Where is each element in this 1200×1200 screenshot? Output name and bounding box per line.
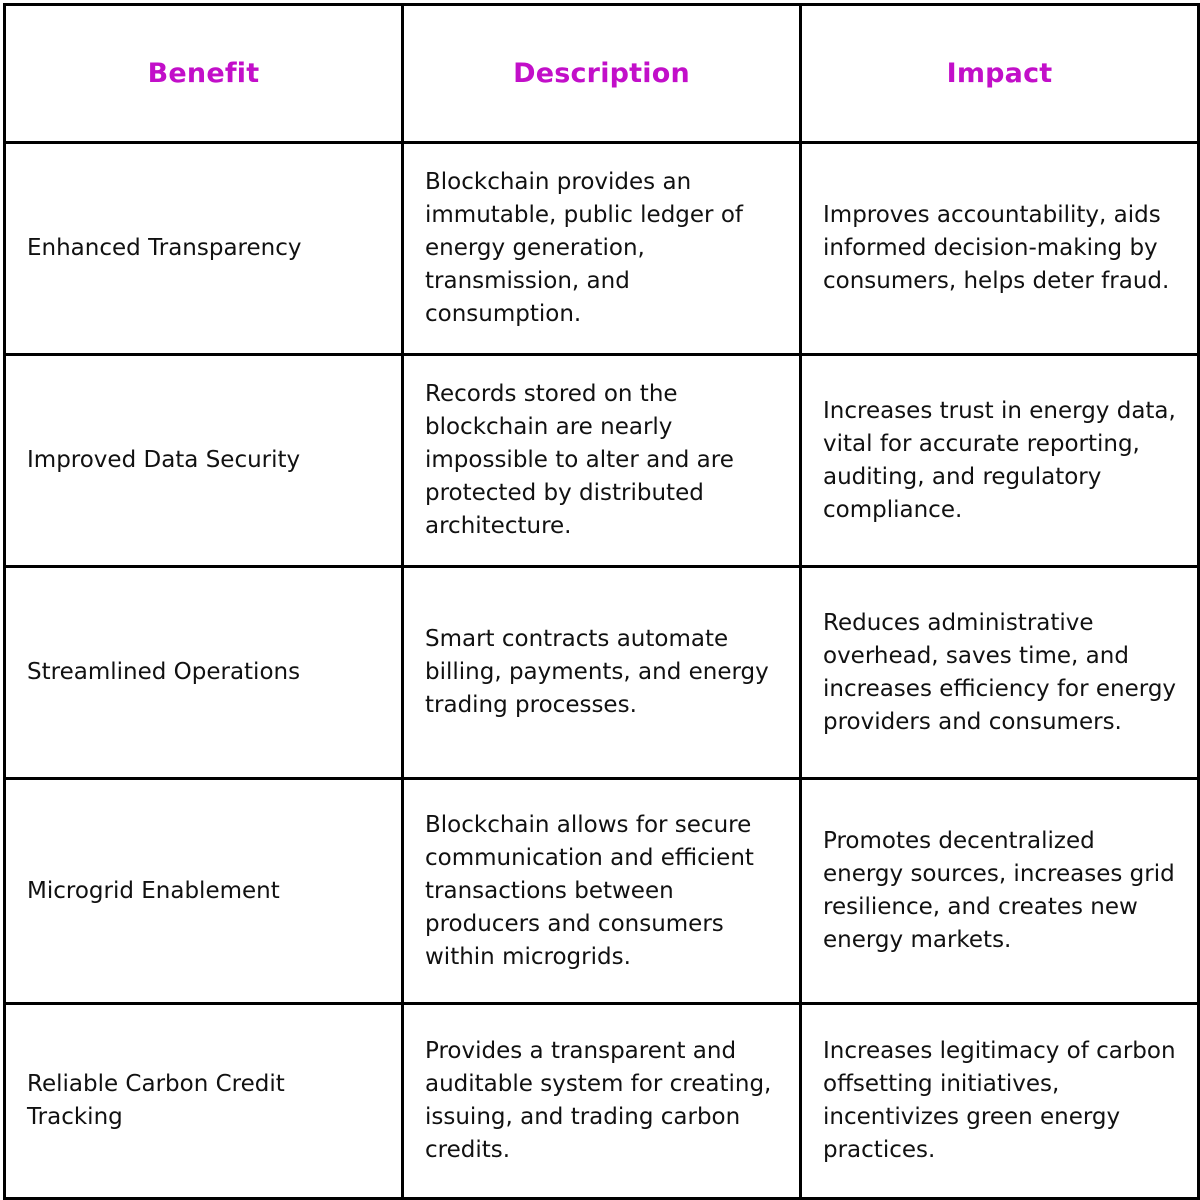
cell-impact: Improves accountability, aids informed decision-making by consumers, helps deter fraud. xyxy=(801,143,1199,355)
cell-description: Blockchain provides an immutable, public ledger of energy generation, transmission, and consumption. xyxy=(403,143,801,355)
cell-description: Provides a transparent and auditable system for creating, issuing, and trading carbon credits. xyxy=(403,1004,801,1199)
table-header-row xyxy=(5,5,1199,143)
table-row xyxy=(5,779,1199,1004)
cell-benefit: Streamlined Operations xyxy=(5,567,403,779)
cell-description: Smart contracts automate billing, payments, and energy trading processes. xyxy=(403,567,801,779)
cell-impact: Increases trust in energy data, vital for accurate reporting, auditing, and regulatory compliance. xyxy=(801,355,1199,567)
cell-description: Blockchain allows for secure communication and efficient transactions between producers and consumers within microgrids. xyxy=(403,779,801,1004)
header-description: Description xyxy=(403,5,801,143)
cell-benefit: Microgrid Enablement xyxy=(5,779,403,1004)
cell-benefit: Reliable Carbon Credit Tracking xyxy=(5,1004,403,1199)
cell-impact: Promotes decentralized energy sources, increases grid resilience, and creates new energy markets. xyxy=(801,779,1199,1004)
cell-benefit: Enhanced Transparency xyxy=(5,143,403,355)
table-row xyxy=(5,355,1199,567)
table-row xyxy=(5,143,1199,355)
cell-description: Records stored on the blockchain are nearly impossible to alter and are protected by distributed architecture. xyxy=(403,355,801,567)
cell-benefit: Improved Data Security xyxy=(5,355,403,567)
table-row xyxy=(5,567,1199,779)
table-row xyxy=(5,1004,1199,1199)
cell-impact: Increases legitimacy of carbon offsetting initiatives, incentivizes green energy practices. xyxy=(801,1004,1199,1199)
benefits-table xyxy=(3,3,1200,1200)
cell-impact: Reduces administrative overhead, saves time, and increases efficiency for energy providers and consumers. xyxy=(801,567,1199,779)
header-impact: Impact xyxy=(801,5,1199,143)
header-benefit: Benefit xyxy=(5,5,403,143)
